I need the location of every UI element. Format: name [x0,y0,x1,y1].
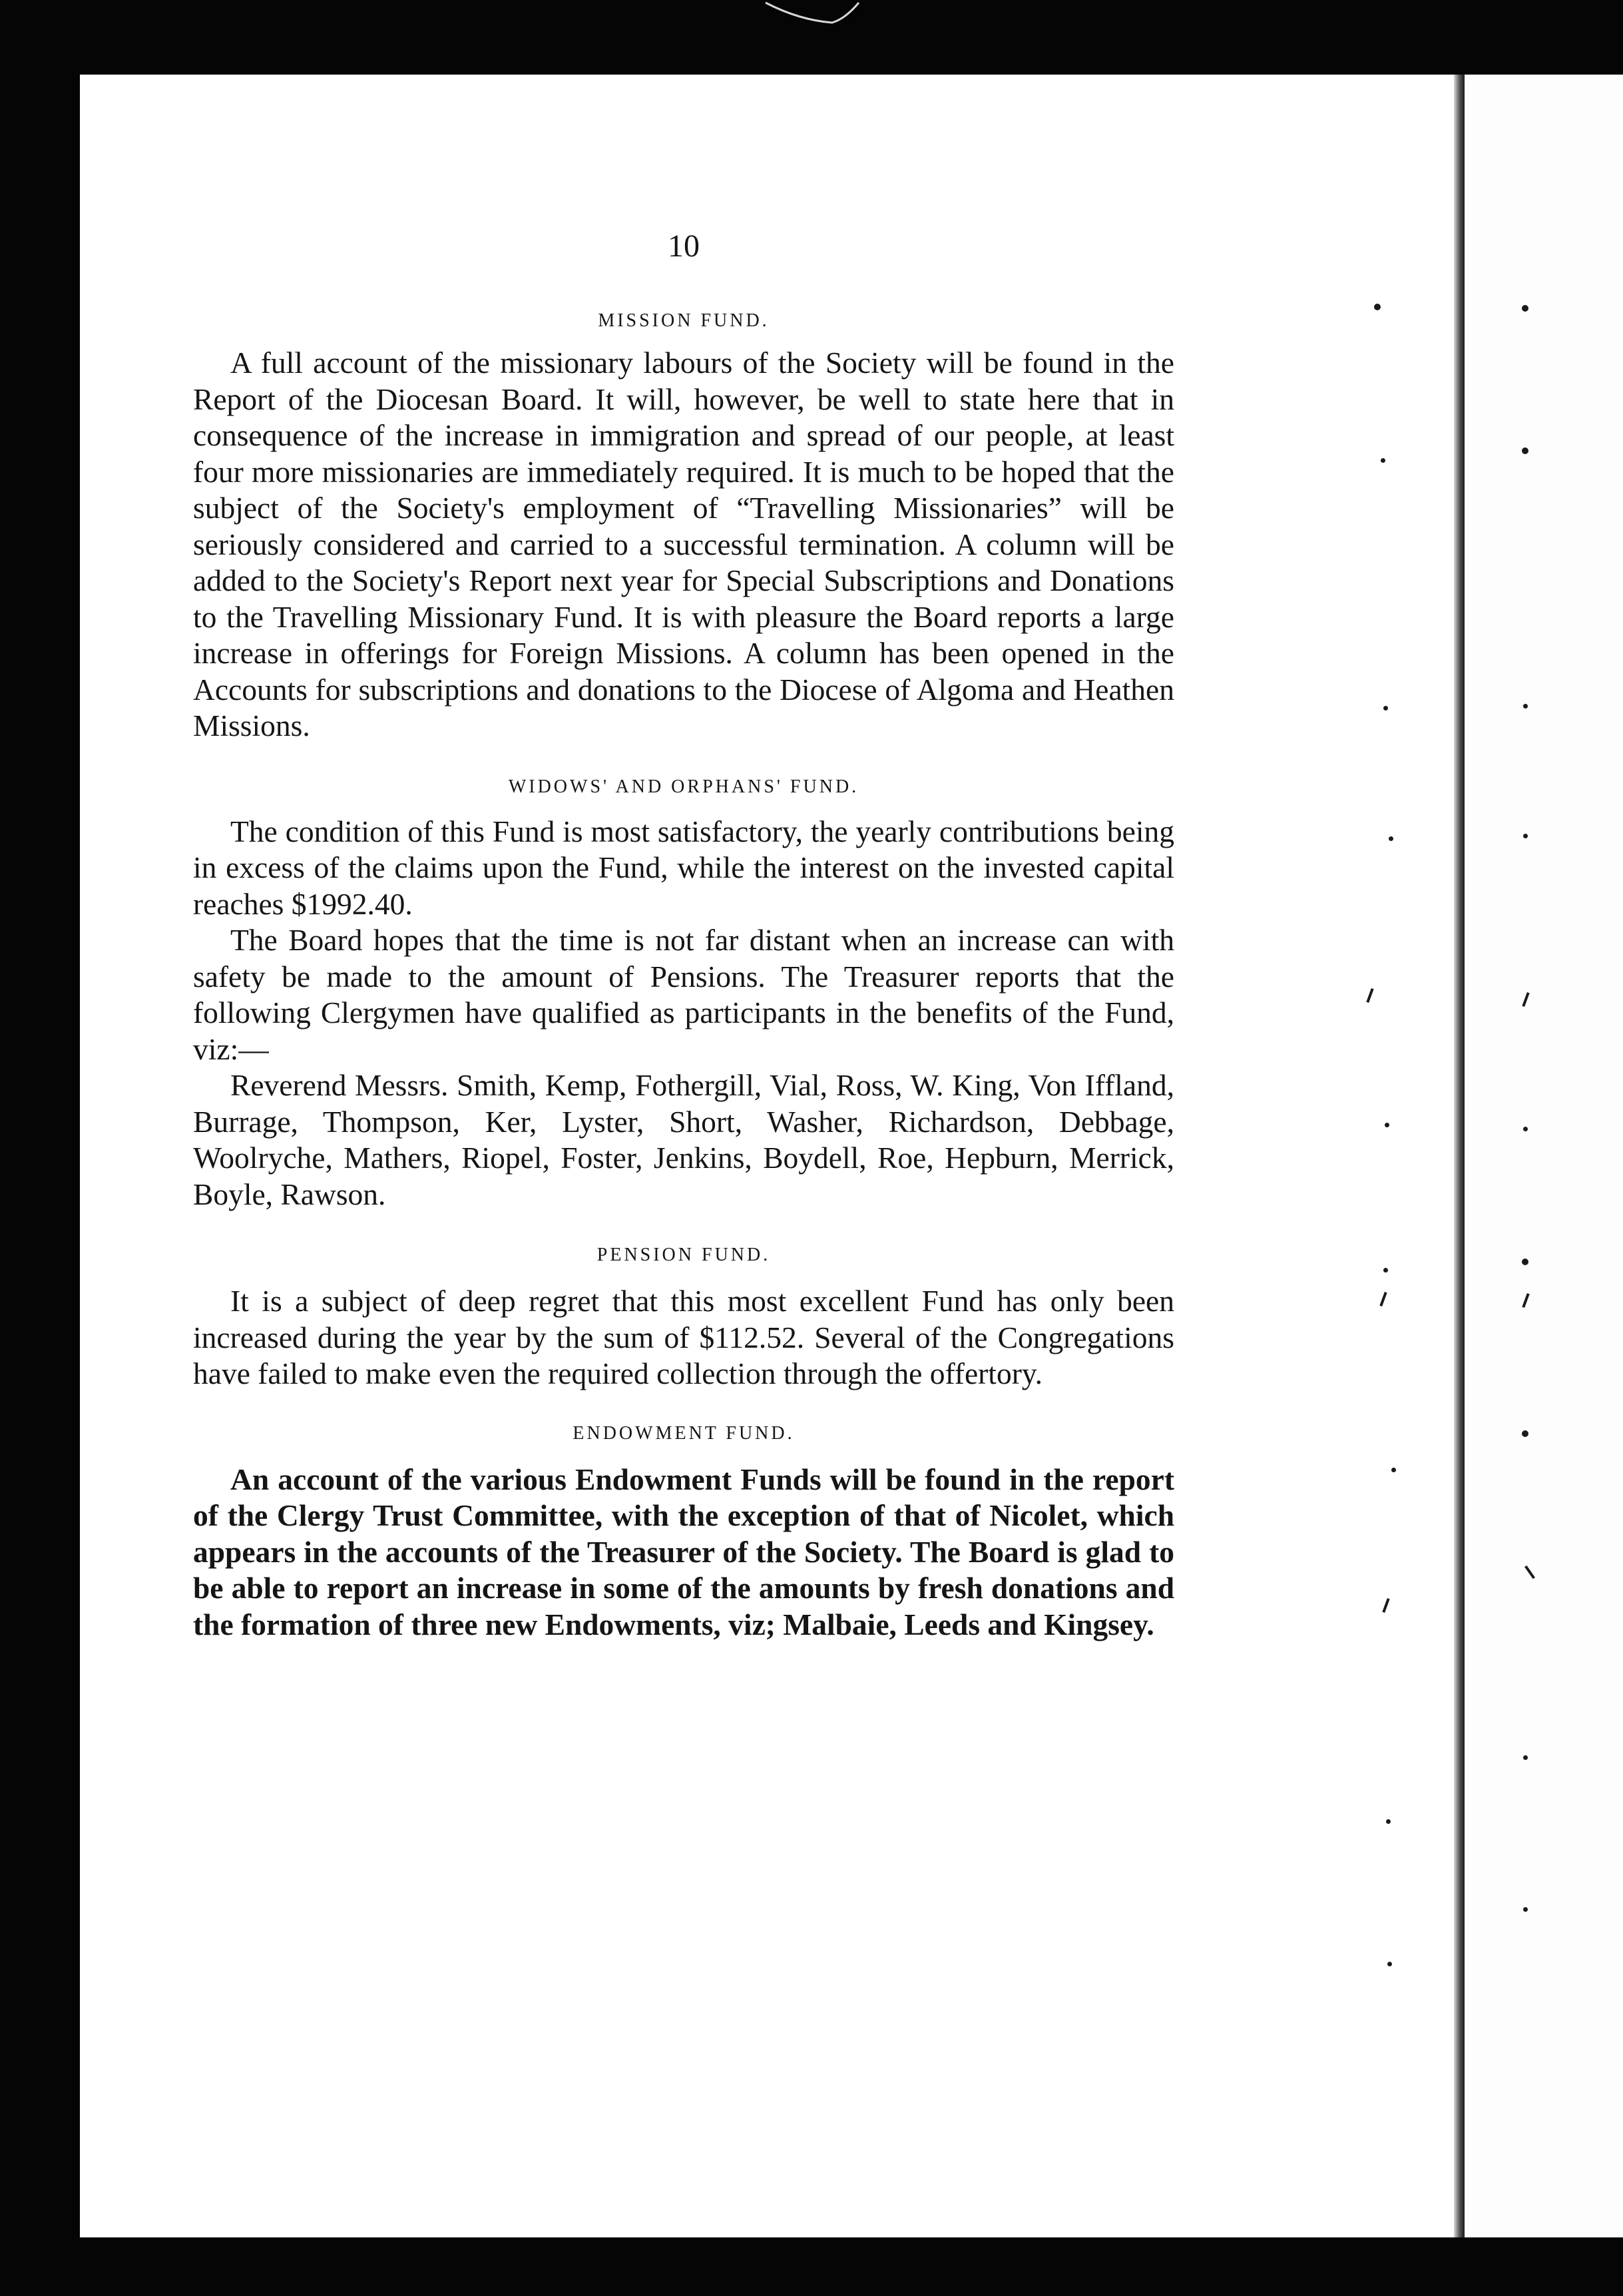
bleed-through-mark [1522,1293,1529,1308]
top-edge-mark [759,0,865,31]
bleed-through-mark [1522,1259,1528,1265]
bleed-through-mark [1389,836,1393,841]
section-heading: MISSION FUND. [598,310,770,331]
bleed-through-mark [1524,1566,1535,1579]
paragraph: A full account of the missionary labours of the Society will be found in the Report of the Diocesan Board. It will, however, be well to state here that in consequence of the increase in immigration and spread of our people, at least four more missionaries are immediately required. It is much to be hoped that the subject of the Society's employment of “Travelling Missionaries” will be seriously considered and carried to a successful termination. A column will be added to the Society's Report next year for Special Subscriptions and Donations to the Travelling Missionary Fund. It is with pleasure the Board reports a large increase in offerings for Foreign Missions. A column has been opened in the Accounts for subscriptions and donations to the Diocese of Algoma and Heathen Missions. [193,346,1174,742]
mission-fund-section [193,308,1174,744]
bleed-through-mark [1522,447,1528,454]
pension-fund-section [193,1242,1174,1392]
paragraph: An account of the various Endowment Funds will be found in the report of the Clergy Trust Committee, with the exception of that of Nicolet, which appears in the accounts of the Treasurer of the Society. The Board is glad to be able to report an increase in some of the amounts by fresh donations and the formation of three new Endowments, viz; Malbaie, Leeds and Kingsey. [193,1462,1174,1641]
bleed-through-mark [1391,1468,1396,1472]
bleed-through-mark [1523,1907,1528,1912]
page-text [193,226,1174,1643]
bleed-through-mark [1523,1127,1528,1131]
paragraph: It is a subject of deep regret that this most excellent Fund has only been increased during the year by the sum of $112.52. Several of the Congregations have failed to make even the required collection through the offertory. [193,1284,1174,1390]
section-body [193,1283,1174,1392]
section-heading: WIDOWS' AND ORPHANS' FUND. [508,776,859,797]
clergy-list: Reverend Messrs. Smith, Kemp, Fothergill, Vial, Ross, W. King, Von Iffland, Burrage, Thompson, Ker, Lyster, Short, Washer, Richardson, Debbage, Woolryche, Mathers, Riopel, Foster, Jenkins, Boydell, Roe, Hepburn, Merrick, Boyle, Rawson. [193,1068,1174,1211]
bleed-through-mark [1374,304,1381,310]
section-body [193,345,1174,744]
bleed-through-mark [1383,706,1388,711]
bleed-through-mark [1522,992,1529,1007]
section-body [193,1462,1174,1643]
bleed-through-mark [1523,1755,1528,1760]
widows-orphans-fund-section [193,774,1174,1213]
bleed-through-mark [1381,458,1385,463]
bleed-through-mark [1383,1268,1388,1273]
endowment-fund-section [193,1420,1174,1643]
paragraph: The condition of this Fund is most satisfactory, the yearly contributions being in excess of the claims upon the Fund, while the interest on the invested capital reaches $1992.40. [193,814,1174,921]
page-number: 10 [668,228,700,264]
bleed-through-mark [1387,1962,1392,1966]
book-gutter [1454,75,1465,2237]
section-body [193,814,1174,1213]
section-heading: ENDOWMENT FUND. [573,1422,795,1444]
bleed-through-mark [1386,1819,1391,1824]
bleed-through-mark [1522,1430,1528,1437]
bleed-through-mark [1523,704,1528,709]
bleed-through-mark [1523,834,1528,838]
adjacent-page-edge [1465,75,1623,2237]
paragraph: The Board hopes that the time is not far distant when an increase can with safety be made to the amount of Pensions. The Treasurer reports that the following Clergymen have qualified as participants in the benefits of the Fund, viz:— [193,923,1174,1066]
bleed-through-mark [1522,305,1528,312]
section-heading: PENSION FUND. [596,1245,771,1265]
bleed-through-mark [1385,1123,1389,1127]
